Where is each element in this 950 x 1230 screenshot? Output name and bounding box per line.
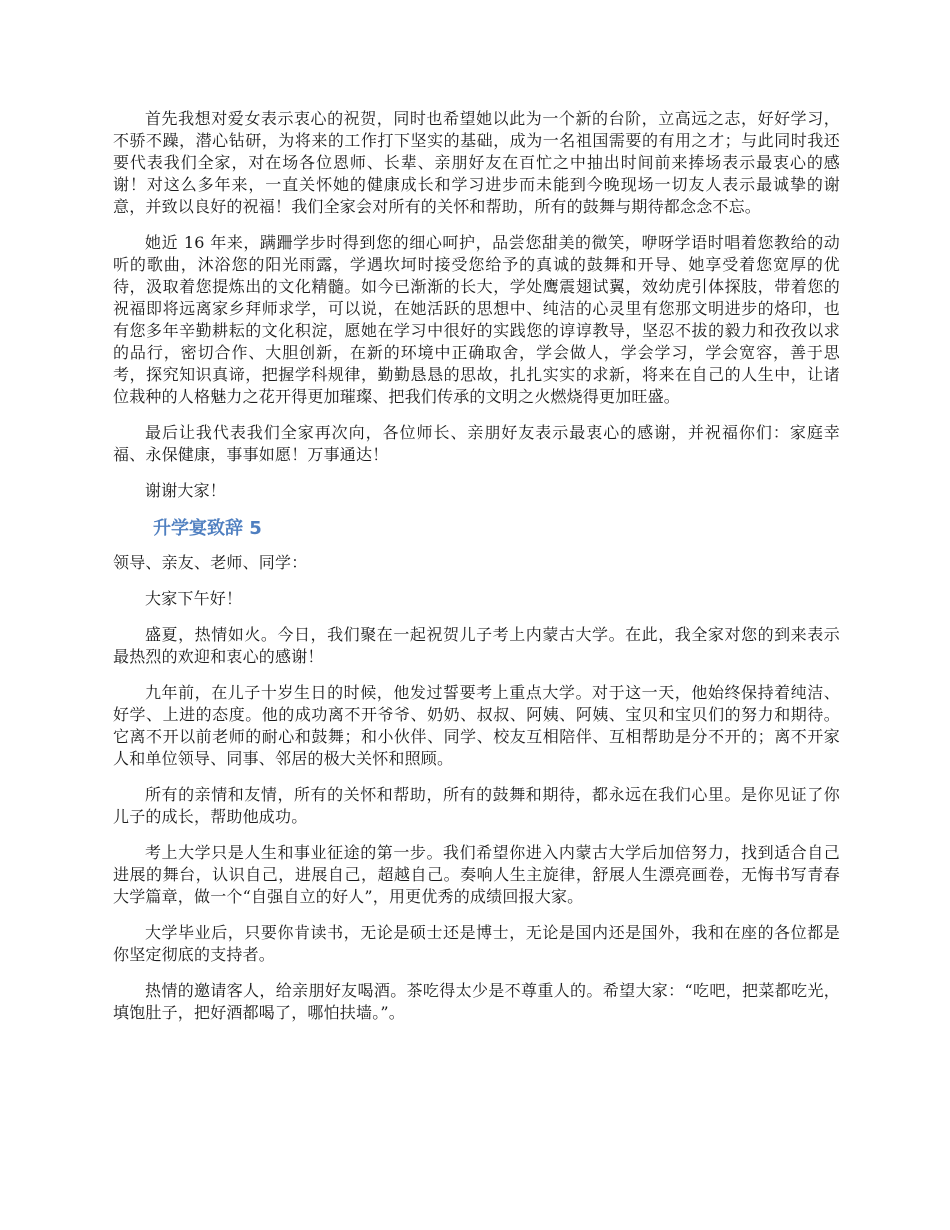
paragraph-final-thanks: 最后让我代表我们全家再次向，各位师长、亲朋好友表示最衷心的感谢，并祝福你们：家庭幸福、永保健康，事事如愿！万事通达！ bbox=[113, 423, 840, 464]
paragraph-congratulations: 首先我想对爱女表示衷心的祝贺，同时也希望她以此为一个新的台阶，立高远之志，好好学习，不骄不躁，潜心钻研，为将来的工作打下坚实的基础，成为一名祖国需要的有用之才；与此同时我还要代表我们全家，对在场各位恩师、长辈、亲朋好友在百忙之中抽出时间前来捧场表示最衷心的感谢！对这么多年来，一直关怀她的健康成长和学习进步而未能到今晚现场一切友人表示最诚挚的谢意，并致以良好的祝福！我们全家会对所有的关怀和帮助，所有的鼓舞与期待都念念不忘。 bbox=[113, 109, 840, 216]
paragraph-graduation: 大学毕业后，只要你肯读书，无论是硕士还是博士，无论是国内还是国外，我和在座的各位都是你坚定彻底的支持者。 bbox=[113, 923, 840, 964]
paragraph-first-step: 考上大学只是人生和事业征途的第一步。我们希望你进入内蒙古大学后加倍努力，找到适合自己进展的舞台，认识自己，进展自己，超越自己。奏响人生主旋律，舒展人生漂亮画卷，无悔书写青春大学篇章，做一个“自强自立的好人”，用更优秀的成绩回报大家。 bbox=[113, 843, 840, 906]
paragraph-growth: 她近 16 年来，蹒跚学步时得到您的细心呵护，品尝您甜美的微笑，咿呀学语时唱着您教给的动听的歌曲，沐浴您的阳光雨露，学遇坎坷时接受您给予的真诚的鼓舞和开导、她享受着您宽厚的优待，汲取着您提炼出的文化精髓。如今已渐渐的长大，学处鹰震翅试翼，效幼虎引体探肢，带着您的祝福即将远离家乡拜师求学，可以说，在她活跃的思想中、纯洁的心灵里有您那文明进步的烙印，也有您多年辛勤耕耘的文化积淀，愿她在学习中很好的实践您的谆谆教导，坚忍不拔的毅力和孜孜以求的品行，密切合作、大胆创新，在新的环境中正确取舍，学会做人，学会学习，学会宽容，善于思考，探究知识真谛，把握学科规律，勤勤恳恳的思故，扎扎实实的求新，将来在自己的人生中，让诸位栽种的人格魅力之花开得更加璀璨、把我们传承的文明之火燃烧得更加旺盛。 bbox=[113, 233, 840, 406]
document-page bbox=[113, 108, 840, 1038]
paragraph-affection: 所有的亲情和友情，所有的关怀和帮助，所有的鼓舞和期待，都永远在我们心里。是你见证了你儿子的成长，帮助他成功。 bbox=[113, 785, 840, 826]
paragraph-greeting: 大家下午好！ bbox=[145, 589, 243, 608]
paragraph-toast: 热情的邀请客人，给亲朋好友喝酒。茶吃得太少是不尊重人的。希望大家：“吃吧，把菜都吃光，填饱肚子，把好酒都喝了，哪怕扶墙。”。 bbox=[113, 981, 840, 1022]
paragraph-summer: 盛夏，热情如火。今日，我们聚在一起祝贺儿子考上内蒙古大学。在此，我全家对您的到来表示最热烈的欢迎和衷心的感谢！ bbox=[113, 625, 840, 666]
section-title: 升学宴致辞 5 bbox=[153, 518, 262, 539]
paragraph-nine-years: 九年前，在儿子十岁生日的时候，他发过誓要考上重点大学。对于这一天，他始终保持着纯洁、好学、上进的态度。他的成功离不开爷爷、奶奶、叔叔、阿姨、阿姨、宝贝和宝贝们的努力和期待。它离不开以前老师的耐心和鼓舞；和小伙伴、同学、校友互相陪伴、互相帮助是分不开的；离不开家人和单位领导、同事、邻居的极大关怀和照顾。 bbox=[113, 683, 840, 768]
salutation: 领导、亲友、老师、同学： bbox=[113, 553, 308, 572]
paragraph-thank-you: 谢谢大家！ bbox=[145, 481, 227, 500]
